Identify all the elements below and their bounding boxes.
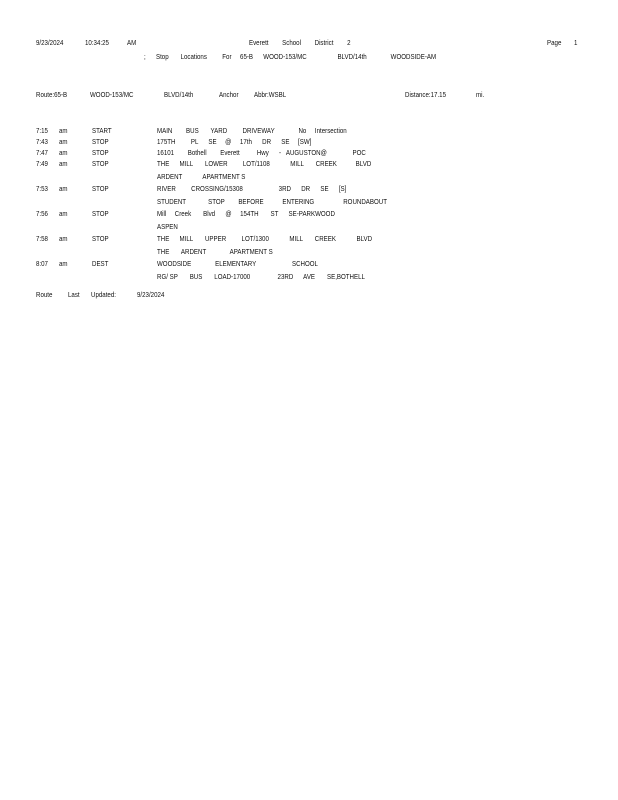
- stop-ampm: am: [59, 259, 68, 268]
- report-subtitle: ; Stop Locations For 65-B WOOD-153/MC BLVD/14th WOODSIDE-AM: [144, 52, 437, 61]
- stop-type: STOP: [92, 234, 109, 243]
- stop-ampm: am: [59, 234, 68, 243]
- page-number: 1: [574, 38, 578, 47]
- footer-updated-date: 9/23/2024: [137, 290, 165, 299]
- stop-location: RIVER CROSSING/15308 3RD DR SE [S]: [157, 184, 347, 193]
- footer-updated-label: Updated:: [91, 290, 116, 299]
- stop-time: 8:07: [36, 259, 48, 268]
- stop-time: 7:56: [36, 209, 48, 218]
- stop-ampm: am: [59, 184, 68, 193]
- stop-time: 7:15: [36, 126, 48, 135]
- stop-type: STOP: [92, 148, 109, 157]
- stop-location-continued: ARDENT APARTMENT S: [157, 172, 246, 181]
- anchor-label: Anchor: [219, 90, 239, 99]
- page-label: Page: [547, 38, 562, 47]
- stop-location: THE MILL UPPER LOT/1300 MILL CREEK BLVD: [157, 234, 373, 243]
- stop-type: START: [92, 126, 112, 135]
- stop-type: STOP: [92, 137, 109, 146]
- stop-ampm: am: [59, 137, 68, 146]
- stop-location: Mill Creek Blvd @ 154TH ST SE-PARKWOOD: [157, 209, 335, 218]
- stop-location: MAIN BUS YARD DRIVEWAY No Intersection: [157, 126, 347, 135]
- route-distance: Distance:17.15: [405, 90, 447, 99]
- stop-type: DEST: [92, 259, 109, 268]
- stop-time: 7:58: [36, 234, 48, 243]
- route-name: WOOD-153/MC: [90, 90, 134, 99]
- stop-ampm: am: [59, 148, 68, 157]
- route-code: Route:65-B: [36, 90, 68, 99]
- stop-type: STOP: [92, 209, 109, 218]
- route-blvd: BLVD/14th: [164, 90, 194, 99]
- stop-location: THE MILL LOWER LOT/1108 MILL CREEK BLVD: [157, 159, 372, 168]
- report-ampm: AM: [127, 38, 137, 47]
- distance-unit: mi.: [476, 90, 485, 99]
- stop-location-continued: ASPEN: [157, 222, 178, 231]
- stop-location: WOODSIDE ELEMENTARY SCHOOL: [157, 259, 318, 268]
- stop-ampm: am: [59, 126, 68, 135]
- district-title: Everett School District 2: [249, 38, 351, 47]
- report-date: 9/23/2024: [36, 38, 64, 47]
- stop-time: 7:43: [36, 137, 48, 146]
- stop-type: STOP: [92, 159, 109, 168]
- stop-location: 16101 Bothell Everett Hwy - AUGUSTON@ POC: [157, 148, 366, 157]
- stop-time: 7:49: [36, 159, 48, 168]
- stop-ampm: am: [59, 159, 68, 168]
- stop-ampm: am: [59, 209, 68, 218]
- route-abbr: Abbr:WSBL: [254, 90, 287, 99]
- footer-last-label: Last: [68, 290, 80, 299]
- stop-time: 7:47: [36, 148, 48, 157]
- stop-type: STOP: [92, 184, 109, 193]
- report-time: 10:34:25: [85, 38, 109, 47]
- stop-location-continued: THE ARDENT APARTMENT S: [157, 247, 273, 256]
- stop-location: 175TH PL SE @ 17th DR SE [SW]: [157, 137, 312, 146]
- stop-time: 7:53: [36, 184, 48, 193]
- stop-location-continued: RG/ SP BUS LOAD-17000 23RD AVE SE,BOTHELL: [157, 272, 365, 281]
- stop-location-continued: STUDENT STOP BEFORE ENTERING ROUNDABOUT: [157, 197, 387, 206]
- footer-route-label: Route: [36, 290, 53, 299]
